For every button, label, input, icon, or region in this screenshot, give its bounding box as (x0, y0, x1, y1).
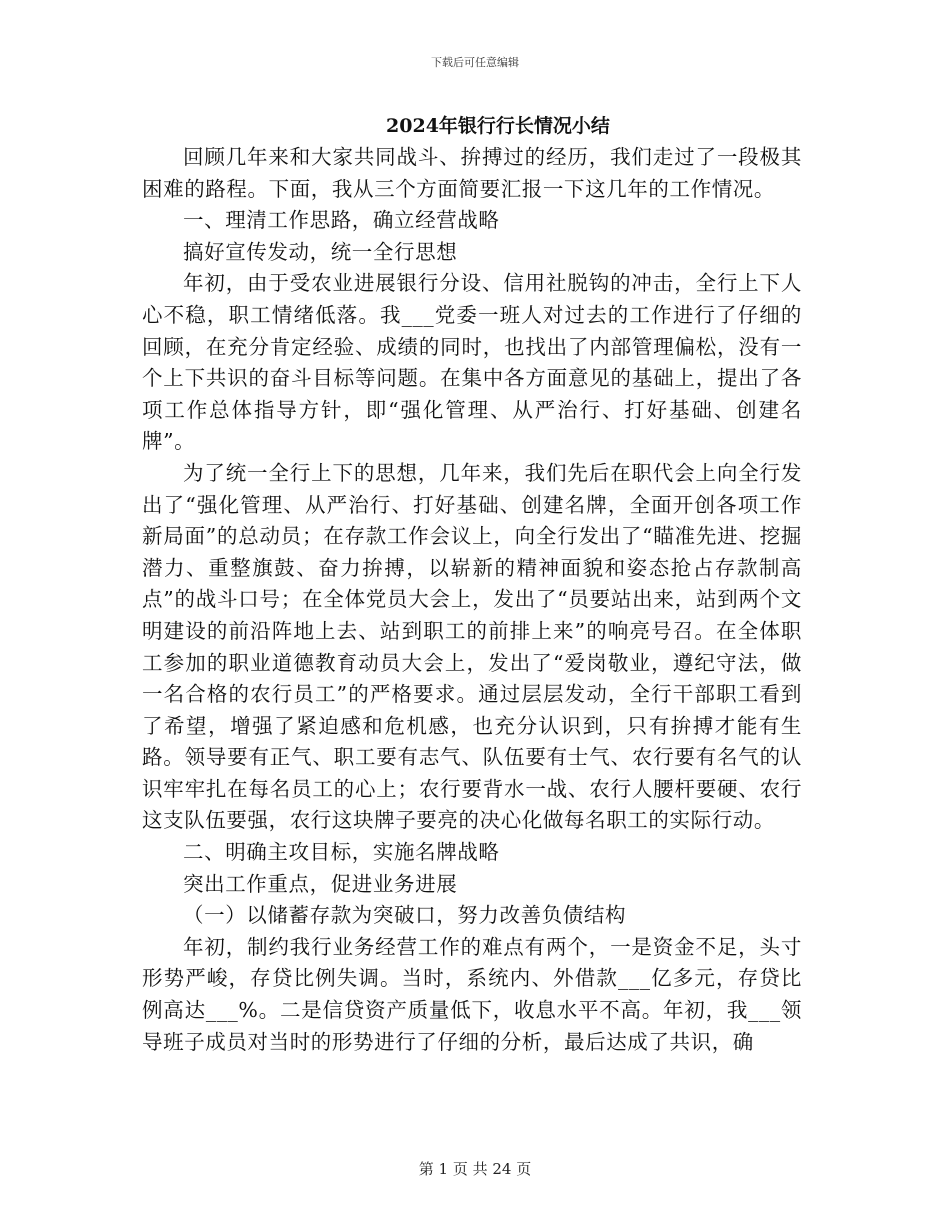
paragraph-body: 年初，制约我行业务经营工作的难点有两个，一是资金不足，头寸形势严峻，存贷比例失调。当时，系统内、外借款___亿多元，存贷比例高达___%。二是信贷资产质量低下，收息水平不高。年初，我___领导班子成员对当时的形势进行了仔细的分析，最后达成了共识，确 (142, 934, 802, 1054)
document-title: 2024年银行行长情况小结 (386, 115, 610, 137)
paragraph-body: 年初，由于受农业进展银行分设、信用社脱钩的冲击，全行上下人心不稳，职工情绪低落。我___党委一班人对过去的工作进行了仔细的回顾，在充分肯定经验、成绩的同时，也找出了内部管理偏松，没有一个上下共识的奋斗目标等问题。在集中各方面意见的基础上，提出了各项工作总体指导方针，即“强化管理、从严治行、打好基础、创建名牌”。 (142, 271, 802, 454)
subsection-heading-1: 搞好宣传发动，统一全行思想 (183, 239, 458, 264)
subsection-heading-3: （一）以储蓄存款为突破口，努力改善负债结构 (183, 903, 627, 928)
section-heading-1: 一、理清工作思路，确立经营战略 (183, 208, 500, 233)
paragraph-intro: 回顾几年来和大家共同战斗、拚搏过的经历，我们走过了一段极其困难的路程。下面，我从三个方面简要汇报一下这几年的工作情况。 (142, 145, 802, 201)
subsection-heading-2: 突出工作重点，促进业务进展 (183, 871, 458, 896)
section-heading-2: 二、明确主攻目标，实施名牌战略 (183, 840, 500, 865)
page-footer: 第 1 页 共 24 页 (418, 1160, 532, 1178)
document-body (142, 142, 802, 1058)
page-header: 下载后可任意编辑 (431, 56, 519, 69)
paragraph-body: 为了统一全行上下的思想，几年来，我们先后在职代会上向全行发出了“强化管理、从严治行、打好基础、创建名牌，全面开创各项工作新局面”的总动员；在存款工作会议上，向全行发出了“瞄准先进、挖掘潜力、重整旗鼓、奋力拚搏，以崭新的精神面貌和姿态抢占存款制高点”的战斗口号；在全体党员大会上，发出了“员要站出来，站到两个文明建设的前沿阵地上去、站到职工的前排上来”的响亮号召。在全体职工参加的职业道德教育动员大会上，发出了“爱岗敬业，遵纪守法，做一名合格的农行员工”的严格要求。通过层层发动，全行干部职工看到了希望，增强了紧迫感和危机感，也充分认识到，只有拚搏才能有生路。领导要有正气、职工要有志气、队伍要有士气、农行要有名气的认识牢牢扎在每名员工的心上；农行要背水一战、农行人腰杆要硬、农行这支队伍要强，农行这块牌子要亮的决心化做每名职工的实际行动。 (142, 460, 802, 833)
